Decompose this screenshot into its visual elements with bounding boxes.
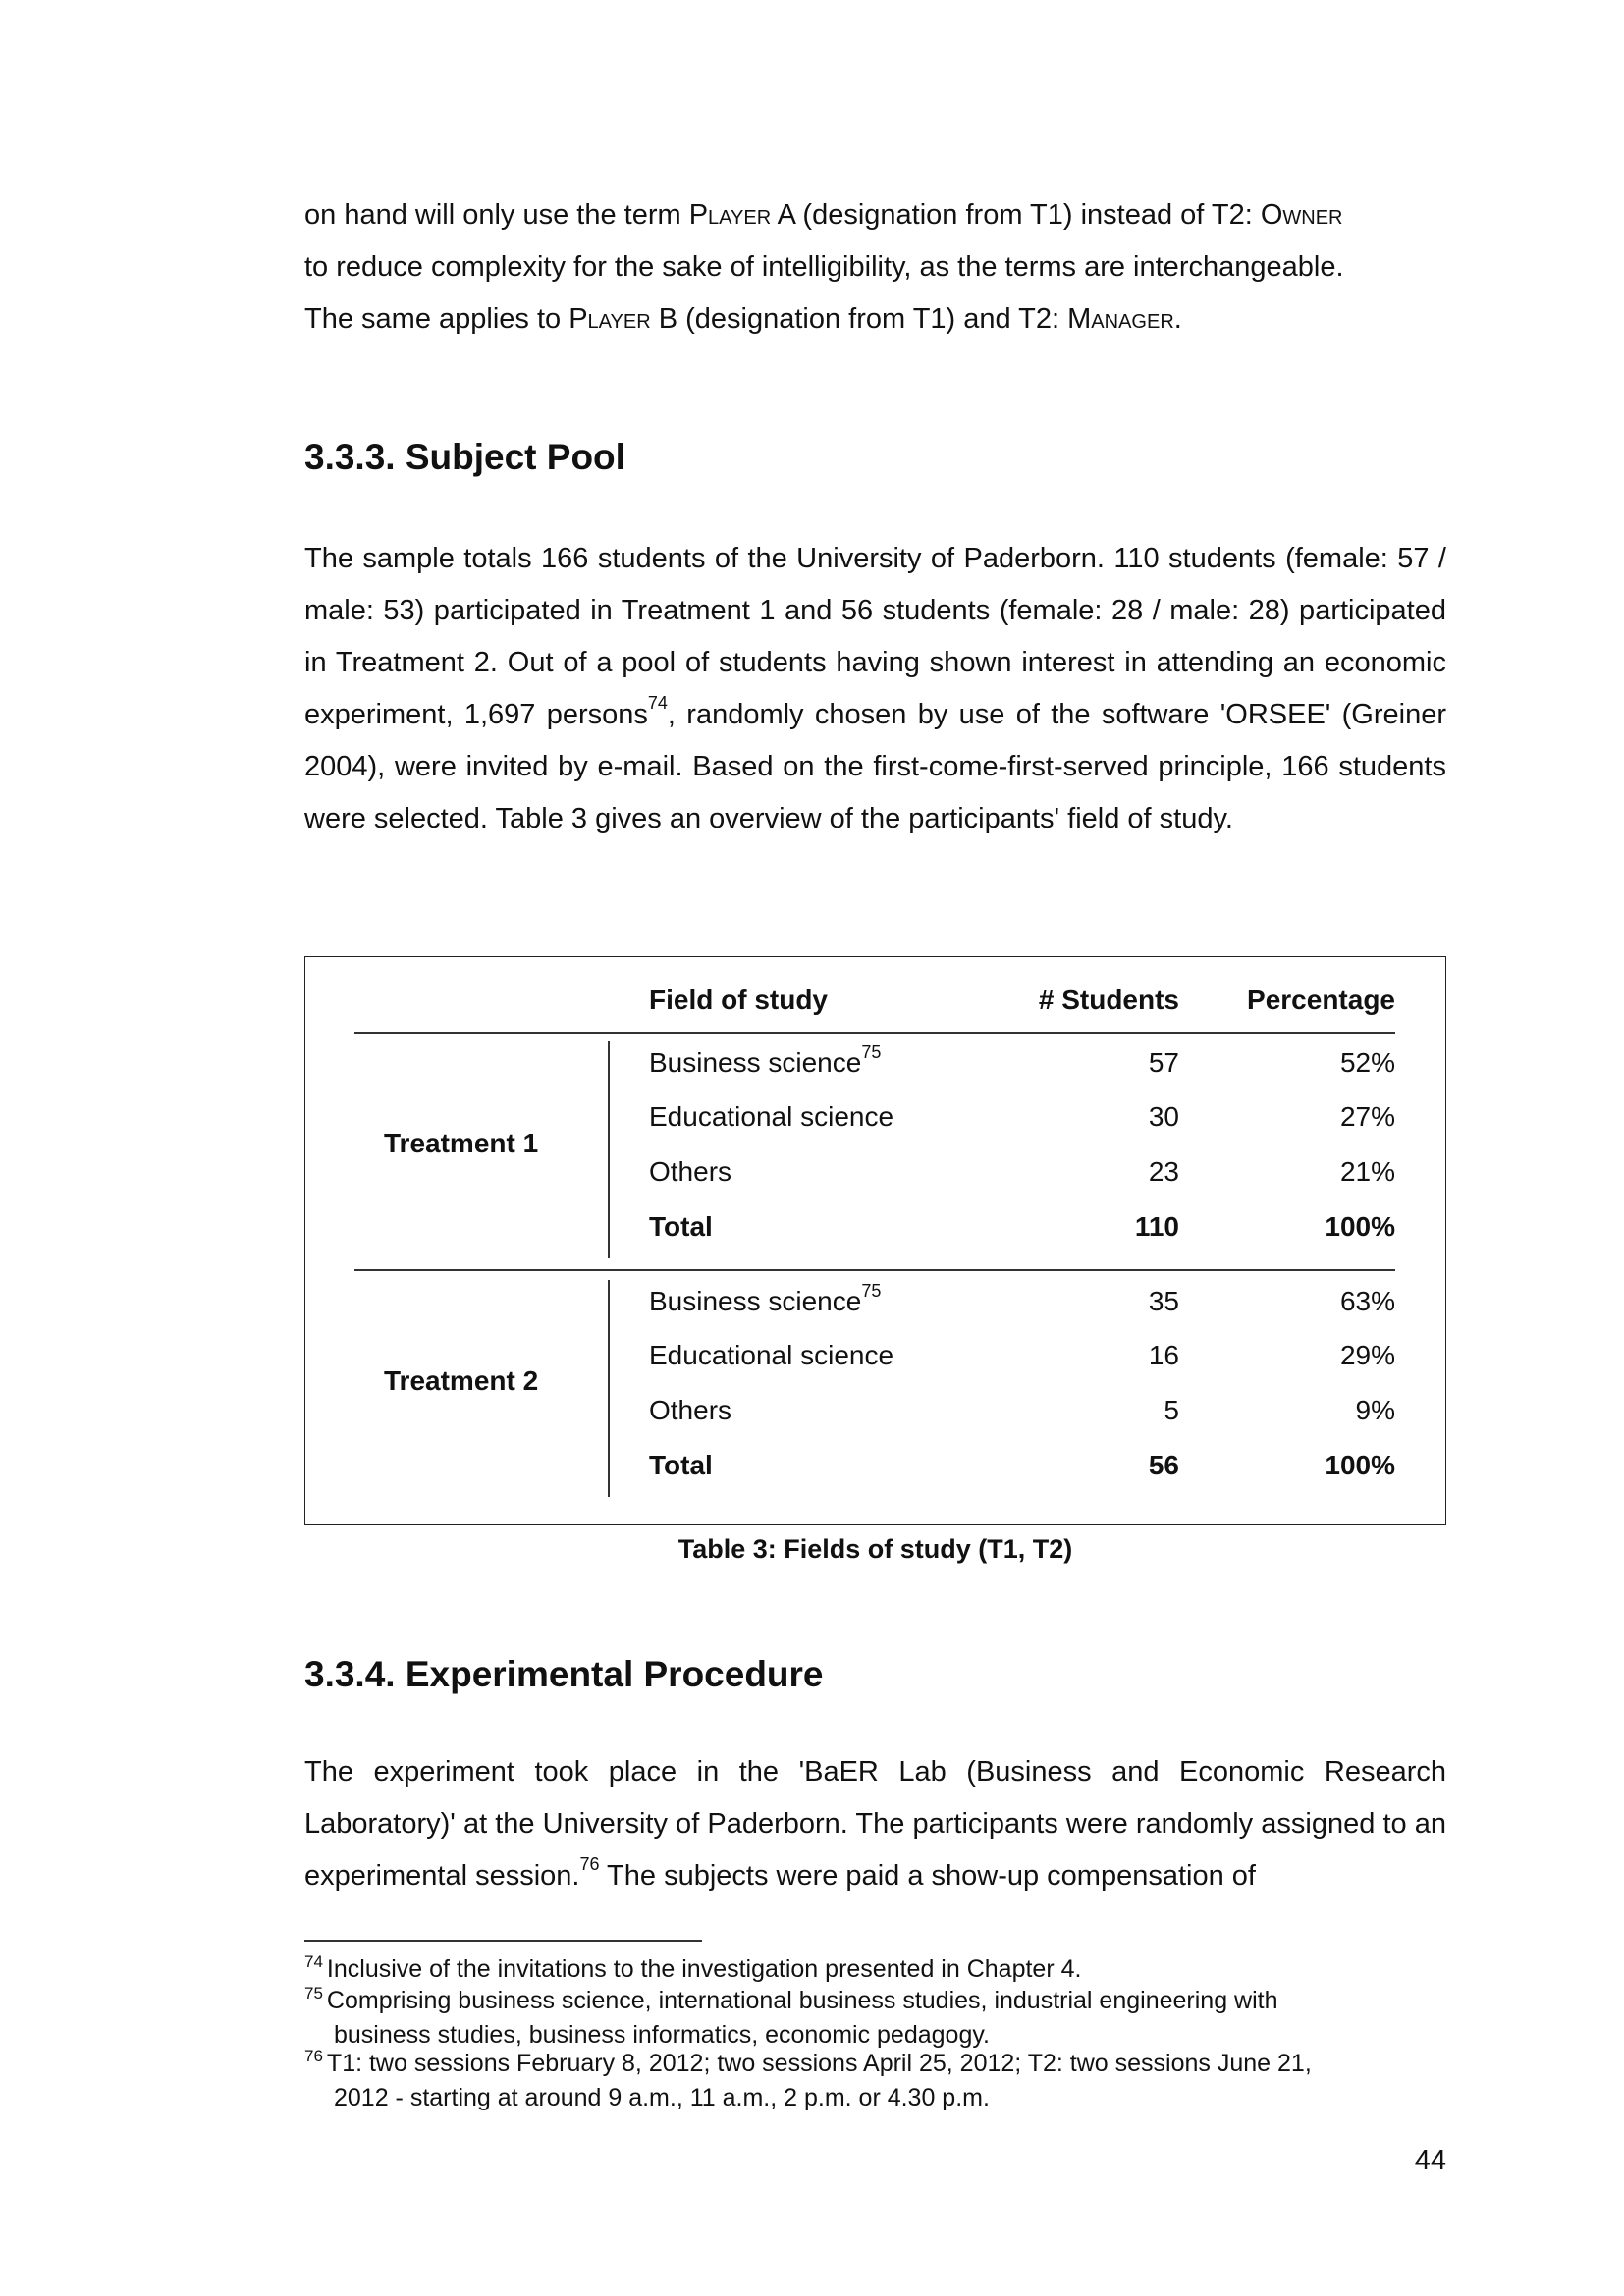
- intro-line-3: The same applies to Player B (designation from T1) and T2: Manager.: [304, 303, 1182, 335]
- footnote-76: $^{76}$ T1: two sessions February 8, 2012; two sessions April 25, 2012; T2: two sessions June 21, 2012 - starting at around 9 a.m., 11 a.m., 2 p.m. or 4.30 p.m.: [304, 2047, 1312, 2111]
- table-cell-students: 30: [1148, 1101, 1179, 1132]
- table-cell-students: 5: [1164, 1395, 1179, 1425]
- header-percentage: Percentage: [1247, 985, 1395, 1015]
- subject-pool-text: The sample totals 166 students of the University of Paderborn. 110 students (female: 57 / male: 53) participated in Treatment 1 and 56 students (female: 28 / male: 28) participated in Treatment 2. Out of a pool of students having shown interest in attending an economic experiment, 1,697 persons$^{74}$, randomly chosen by use of the software 'ORSEE' (Greiner 2004), were invited by e-mail. Based on the first-come-first-served principle, 166 students were selected. Table 3 gives an overview of the participants' field of study.: [304, 543, 1446, 834]
- footnote-ref-74[interactable]: 74: [647, 693, 668, 714]
- table-cell-percentage: 63%: [1339, 1286, 1395, 1316]
- header-rule: [354, 1032, 1395, 1034]
- footnote-74: $^{74}$ Inclusive of the invitations to the investigation presented in Chapter 4.: [304, 1952, 1082, 1983]
- intro-line-1: on hand will only use the term Player A (designation from T1) instead of T2: Owner: [304, 199, 1343, 231]
- page-number: 44: [1414, 2145, 1446, 2176]
- header-students: # Students: [1038, 985, 1179, 1015]
- group-separator-rule: [354, 1269, 1395, 1271]
- header-field-of-study: Field of study: [649, 985, 828, 1015]
- table-cell-percentage-total: 100%: [1325, 1211, 1395, 1242]
- table-cell-field: Business science$^{75}$: [649, 1041, 882, 1078]
- fields-of-study-table: [304, 956, 1446, 1525]
- table-cell-students: 35: [1148, 1286, 1179, 1316]
- footnote-ref-76[interactable]: 76: [579, 1854, 600, 1875]
- table-cell-field: Others: [649, 1156, 732, 1187]
- intro-paragraph: [304, 189, 1446, 346]
- table-cell-students-total: 56: [1148, 1450, 1179, 1480]
- table-cell-percentage: 52%: [1339, 1047, 1395, 1078]
- table-cell-field: Others: [649, 1395, 732, 1425]
- section-heading-subject-pool: 3.3.3. Subject Pool: [304, 437, 625, 477]
- experimental-procedure-paragraph: [304, 1746, 1446, 1902]
- table-cell-percentage: 29%: [1339, 1340, 1395, 1370]
- table-cell-percentage: 9%: [1355, 1395, 1395, 1425]
- table-cell-percentage: 21%: [1339, 1156, 1395, 1187]
- table-cell-students: 57: [1148, 1047, 1179, 1078]
- table-cell-percentage: 27%: [1339, 1101, 1395, 1132]
- table-cell-students-total: 110: [1134, 1211, 1179, 1242]
- table-cell-field-total: Total: [649, 1450, 713, 1480]
- footnote-75: $^{75}$ Comprising business science, international business studies, industrial engineering with business studies, business informatics, economic pedagogy.: [304, 1984, 1278, 2049]
- table-caption: Table 3: Fields of study (T1, T2): [677, 1534, 1073, 1564]
- intro-line-2: to reduce complexity for the sake of intelligibility, as the terms are interchangeable.: [304, 251, 1344, 283]
- group-label-treatment-1: Treatment 1: [384, 1128, 539, 1158]
- table-cell-field: Educational science: [649, 1340, 894, 1370]
- table-cell-field-total: Total: [649, 1211, 713, 1242]
- table-cell-field: Educational science: [649, 1101, 894, 1132]
- experimental-procedure-text: The experiment took place in the 'BaER Lab (Business and Economic Research Laboratory)' at the University of Paderborn. The participants were randomly assigned to an experimental session.$^{76}$ The subjects were paid a show-up compensation of: [304, 1756, 1446, 1892]
- subject-pool-paragraph: [304, 533, 1446, 845]
- table-cell-field: Business science$^{75}$: [649, 1280, 882, 1316]
- section-heading-experimental-procedure: 3.3.4. Experimental Procedure: [304, 1654, 824, 1694]
- group-label-treatment-2: Treatment 2: [384, 1365, 539, 1396]
- footnote-separator: [304, 1940, 702, 1942]
- group-divider: [608, 1280, 610, 1497]
- group-divider: [608, 1041, 610, 1258]
- table-cell-percentage-total: 100%: [1325, 1450, 1395, 1480]
- table-cell-students: 16: [1148, 1340, 1179, 1370]
- table-cell-students: 23: [1148, 1156, 1179, 1187]
